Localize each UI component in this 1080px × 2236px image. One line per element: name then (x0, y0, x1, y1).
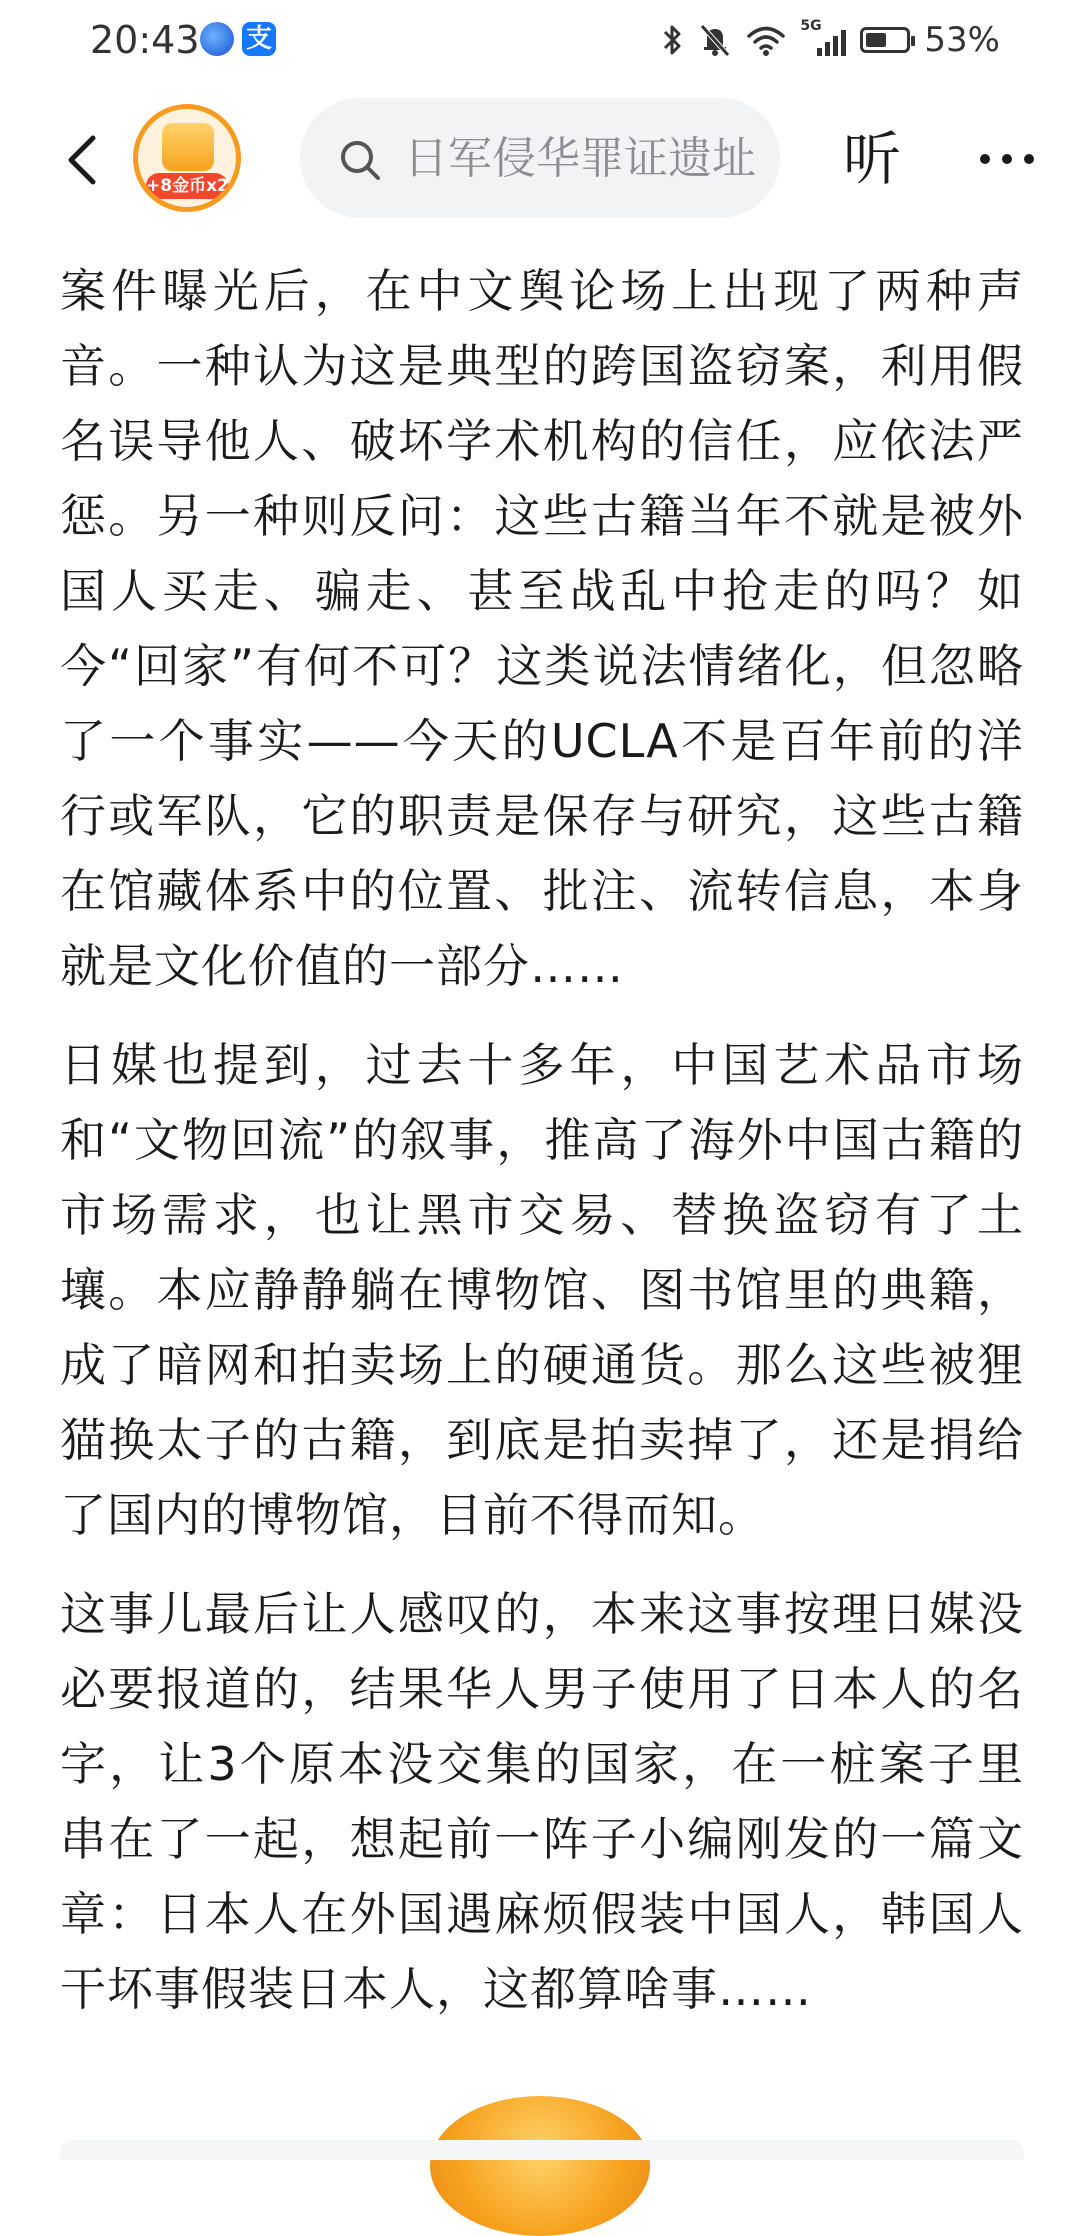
coin-icon (162, 123, 214, 171)
article-paragraph: 这事儿最后让人感叹的，本来这事按理日媒没必要报道的，结果华人男子使用了日本人的名字，让3个原本没交集的国家，在一桩案子里串在了一起，想起前一阵子小编刚发的一篇文章：日本人在外国遇麻烦假装中国人，韩国人干坏事假装日本人，这都算啥事…… (60, 1587, 1024, 2016)
search-input[interactable] (404, 98, 764, 218)
browser-icon (200, 22, 234, 56)
bluetooth-icon (662, 22, 684, 58)
alipay-icon: 支 (242, 22, 276, 56)
network-type: 5G (800, 18, 822, 34)
coin-reward-button[interactable] (133, 104, 241, 212)
status-indicators (662, 18, 1000, 62)
article-paragraph: 案件曝光后，在中文舆论场上出现了两种声音。一种认为这是典型的跨国盗窃案，利用假名误导他人、破坏学术机构的信任，应依法严惩。另一种则反问：这些古籍当年不就是被外国人买走、骗走、甚至战乱中抢走的吗？如今“回家”有何不可？这类说法情绪化，但忽略了一个事实——今天的UCLA不是百年前的洋行或军队，它的职责是保存与研究，这些古籍在馆藏体系中的位置、批注、流转信息，本身就是文化价值的一部分…… (60, 264, 1024, 993)
bottom-card-edge (60, 2140, 1024, 2160)
coin-reward-badge: +8金币x2 (146, 173, 228, 199)
top-nav-bar (0, 90, 1080, 230)
bottom-medal-decoration (430, 2096, 650, 2236)
battery-icon (860, 27, 910, 53)
battery-level-fill (866, 33, 886, 47)
back-icon[interactable] (55, 130, 115, 190)
article-body (60, 254, 1024, 2051)
wifi-icon (746, 23, 786, 57)
status-time: 20:43 (90, 18, 200, 62)
listen-button[interactable]: 听 (842, 125, 901, 193)
search-box[interactable] (300, 98, 780, 218)
more-icon[interactable] (962, 114, 1052, 204)
status-bar (0, 0, 1080, 80)
signal-icon (800, 20, 846, 60)
battery-percentage: 53% (924, 20, 1000, 60)
search-icon (338, 138, 382, 182)
mute-icon (698, 22, 732, 58)
article-paragraph: 日媒也提到，过去十多年，中国艺术品市场和“文物回流”的叙事，推高了海外中国古籍的市场需求，也让黑市交易、替换盗窃有了土壤。本应静静躺在博物馆、图书馆里的典籍，成了暗网和拍卖场上的硬通货。那么这些被狸猫换太子的古籍，到底是拍卖掉了，还是捐给了国内的博物馆，目前不得而知。 (60, 1038, 1024, 1542)
